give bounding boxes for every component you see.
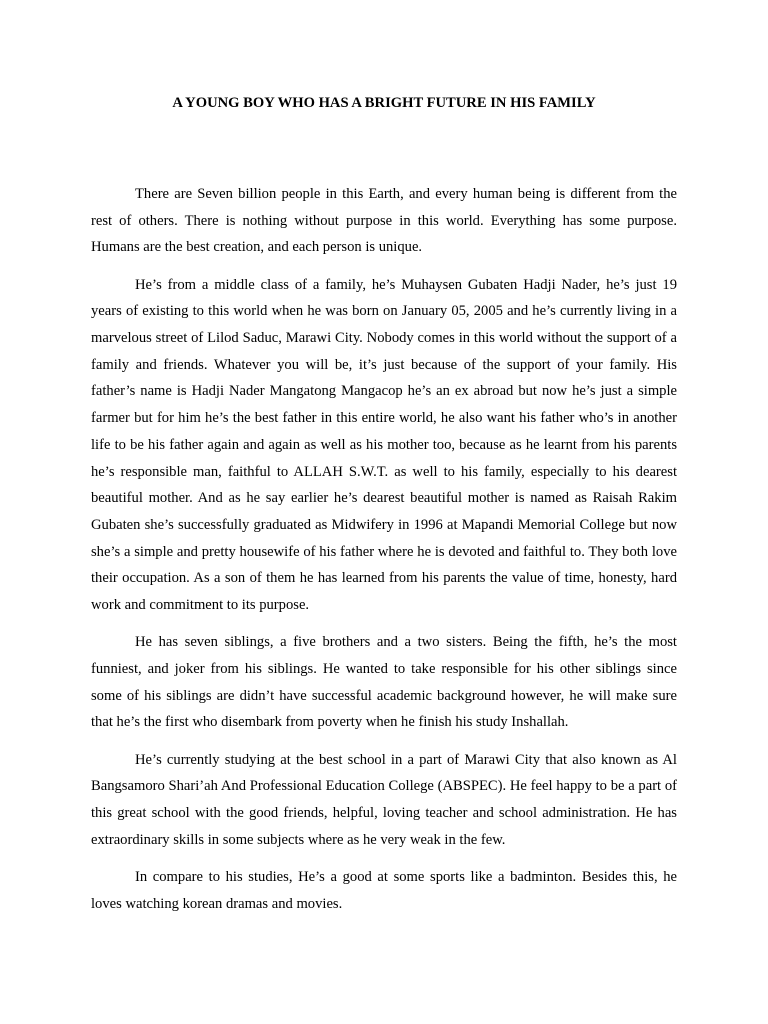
document-title: A YOUNG BOY WHO HAS A BRIGHT FUTURE IN HIS FAMILY bbox=[172, 95, 596, 111]
paragraph-family: He’s from a middle class of a family, he’s Muhaysen Gubaten Hadji Nader, he’s just 19 years of existing to this world when he was born on January 05, 2005 and he’s currently living in a marvelous street of Lilod Saduc, Marawi City. Nobody comes in this world without the support of a family and friends. Whatever you will be, it’s just because of the support of your family. His father’s name is Hadji Nader Mangatong Mangacop he’s an ex abroad but now he’s just a simple farmer but for him he’s the best father in this entire world, he also want his father who’s in another life to be his father again and again as well as his mother too, because as he learnt from his parents he’s responsible man, faithful to ALLAH S.W.T. as well to his family, especially to his dearest beautiful mother. And as he say earlier he’s dearest beautiful mother is named as Raisah Rakim Gubaten she’s successfully graduated as Midwifery in 1996 at Mapandi Memorial College but now she’s a simple and pretty housewife of his father where he is devoted and faithful to. They both love their occupation. As a son of them he has learned from his parents the value of time, honesty, hard work and commitment to its purpose. bbox=[91, 276, 677, 614]
paragraph-intro: There are Seven billion people in this Earth, and every human being is different from the rest of others. There is nothing without purpose in this world. Everything has some purpose. Humans are the best creation, and each person is unique. bbox=[91, 186, 677, 256]
document-body bbox=[91, 181, 677, 928]
paragraph-hobbies: In compare to his studies, He’s a good at some sports like a badminton. Besides this, he loves watching korean dramas and movies. bbox=[91, 868, 677, 912]
paragraph-school: He’s currently studying at the best school in a part of Marawi City that also known as Al Bangsamoro Shari’ah And Professional Education College (ABSPEC). He feel happy to be a part of this great school with the good friends, helpful, loving teacher and school administration. He has extraordinary skills in some subjects where as he very weak in the few. bbox=[91, 751, 677, 848]
paragraph-siblings: He has seven siblings, a five brothers and a two sisters. Being the fifth, he’s the most funniest, and joker from his siblings. He wanted to take responsible for his other siblings since some of his siblings are didn’t have successful academic background however, he will make sure that he’s the first who disembark from poverty when he finish his study Inshallah. bbox=[91, 634, 677, 731]
